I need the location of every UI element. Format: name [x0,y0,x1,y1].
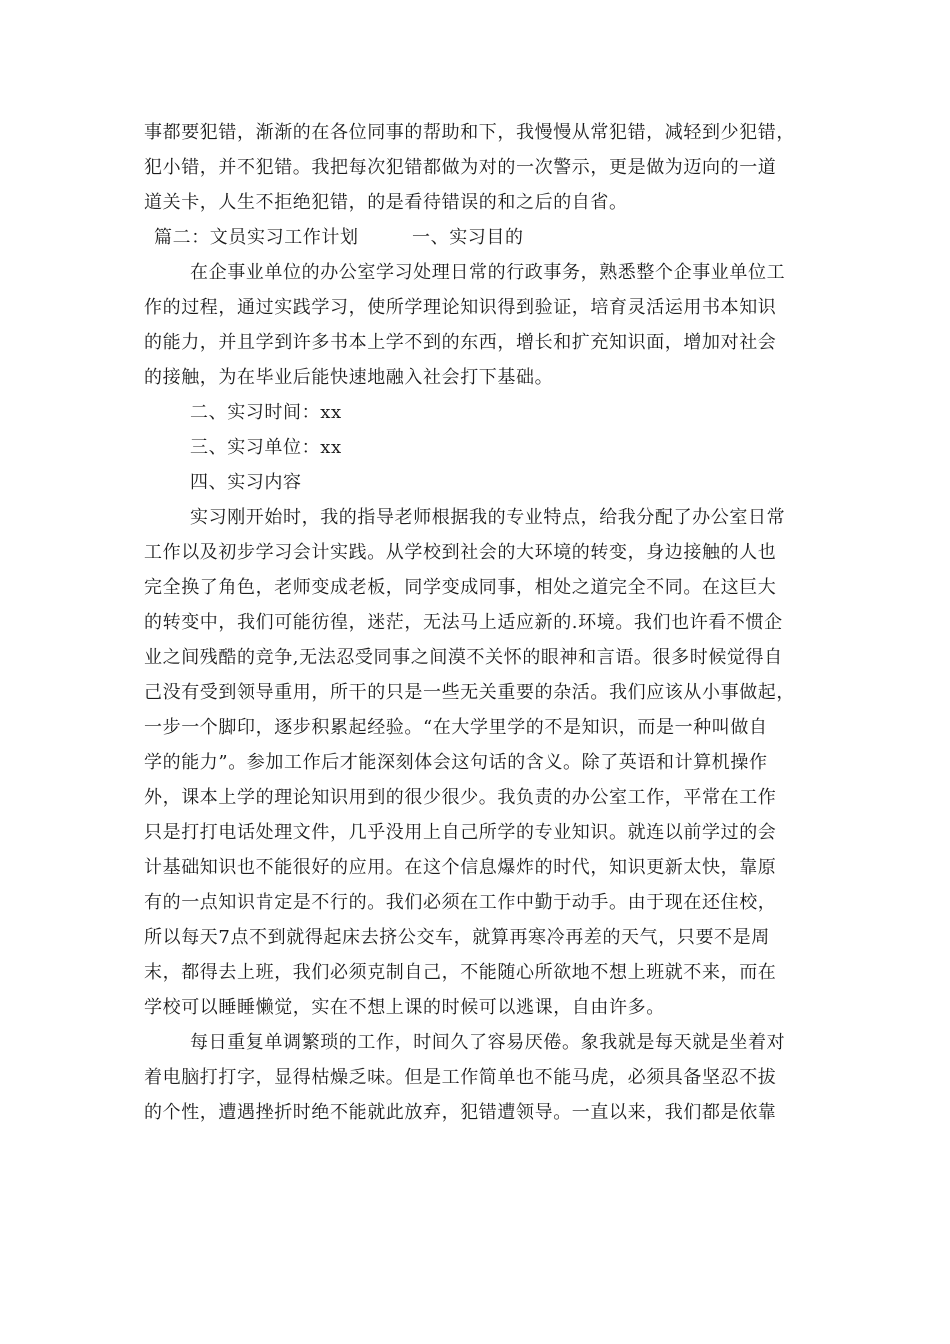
text-line: 犯小错，并不犯错。我把每次犯错都做为对的一次警示，更是做为迈向的一道 [144,157,777,178]
text-line: 在企事业单位的办公室学习处理日常的行政事务，熟悉整个企事业单位工 [190,262,786,283]
text-line: 的转变中，我们可能彷徨，迷茫，无法马上适应新的.环境。我们也许看不惯企 [144,612,783,633]
text-line: 工作以及初步学习会计实践。从学校到社会的大环境的转变，身边接触的人也 [144,542,777,563]
text-line: 所以每天7点不到就得起床去挤公交车，就算再寒冷再差的天气，只要不是周 [144,927,770,948]
text-line: 末，都得去上班，我们必须克制自己，不能随心所欲地不想上班就不来，而在 [144,962,777,983]
section-heading-title: 篇二：文员实习工作计划 [154,227,359,248]
subheading-time: 二、实习时间：xx [190,402,342,423]
text-line: 的个性，遭遇挫折时绝不能就此放弃，犯错遭领导。一直以来，我们都是依靠 [144,1102,777,1123]
subheading-content: 四、实习内容 [190,472,302,493]
text-line: 一步一个脚印，逐步积累起经验。“在大学里学的不是知识，而是一种叫做自 [144,717,768,738]
text-line: 学校可以睡睡懒觉，实在不想上课的时候可以逃课，自由许多。 [144,997,665,1018]
text-line: 业之间残酷的竞争,无法忍受同事之间漠不关怀的眼神和言语。很多时候觉得自 [144,647,783,668]
section-heading-purpose: 一、实习目的 [412,227,524,248]
text-line: 道关卡，人生不拒绝犯错，的是看待错误的和之后的自省。 [144,192,628,213]
text-line: 完全换了角色，老师变成老板，同学变成同事，相处之道完全不同。在这巨大 [144,577,777,598]
text-line: 计基础知识也不能很好的应用。在这个信息爆炸的时代，知识更新太快，靠原 [144,857,777,878]
text-line: 的能力，并且学到许多书本上学不到的东西，增长和扩充知识面，增加对社会 [144,332,777,353]
text-line: 事都要犯错，渐渐的在各位同事的帮助和下，我慢慢从常犯错，减轻到少犯错， [144,122,795,143]
subheading-unit: 三、实习单位：xx [190,437,342,458]
text-line: 外，课本上学的理论知识用到的很少很少。我负责的办公室工作，平常在工作 [144,787,777,808]
text-line: 实习刚开始时，我的指导老师根据我的专业特点，给我分配了办公室日常 [190,507,786,528]
text-line: 作的过程，通过实践学习，使所学理论知识得到验证，培育灵活运用书本知识 [144,297,777,318]
text-line: 有的一点知识肯定是不行的。我们必须在工作中勤于动手。由于现在还住校， [144,892,777,913]
text-line: 每日重复单调繁琐的工作，时间久了容易厌倦。象我就是每天就是坐着对 [190,1032,786,1053]
text-line: 己没有受到领导重用，所干的只是一些无关重要的杂活。我们应该从小事做起， [144,682,795,703]
text-line: 的接触，为在毕业后能快速地融入社会打下基础。 [144,367,554,388]
text-line: 学的能力”。参加工作后才能深刻体会这句话的含义。除了英语和计算机操作 [144,752,768,773]
text-line: 着电脑打打字，显得枯燥乏味。但是工作简单也不能马虎，必须具备坚忍不拔 [144,1067,777,1088]
text-line: 只是打打电话处理文件，几乎没用上自己所学的专业知识。就连以前学过的会 [144,822,777,843]
